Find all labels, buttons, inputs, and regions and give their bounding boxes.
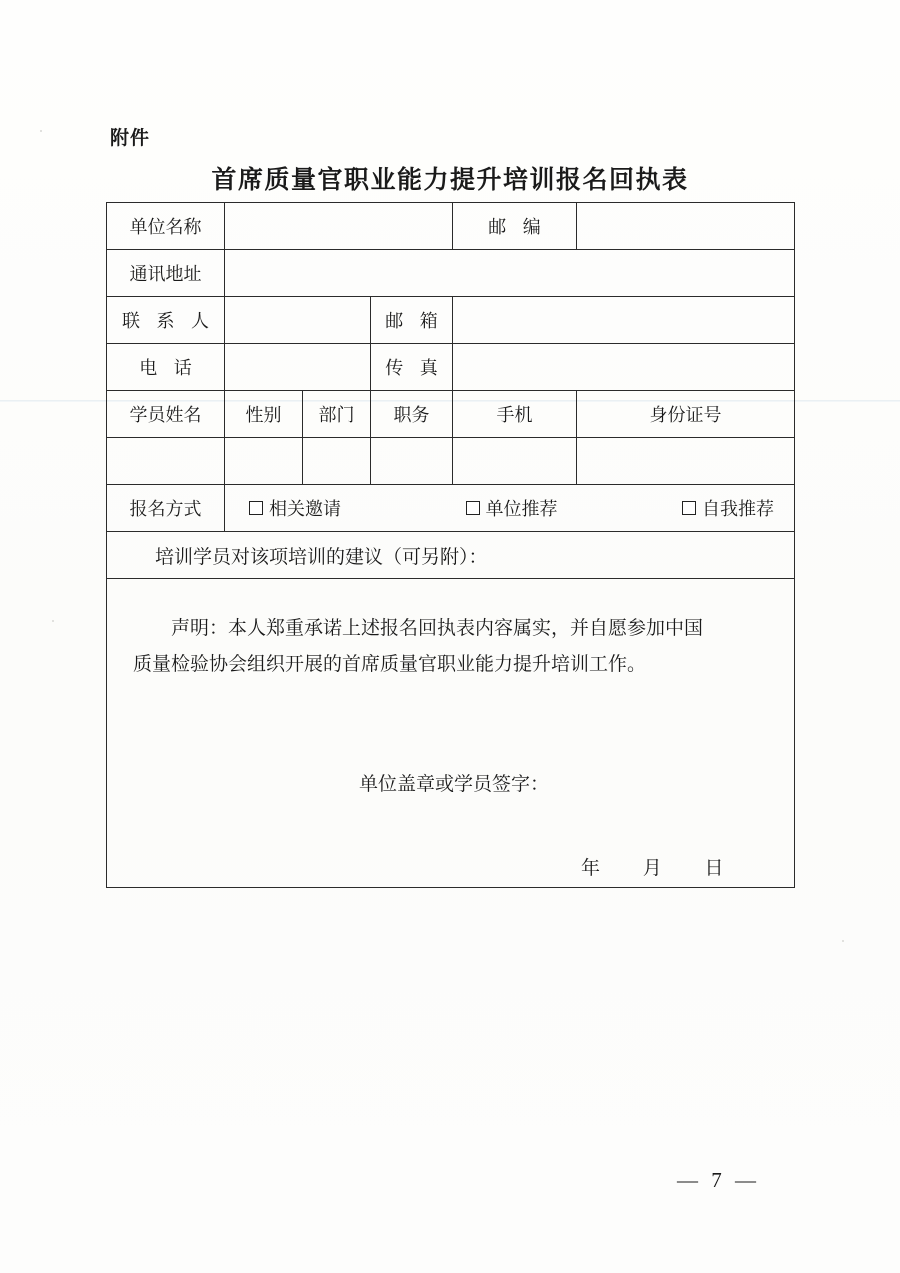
table-row [107,250,795,297]
table-row [107,297,795,344]
address-label: 通讯地址 [107,250,225,297]
registration-method-label: 报名方式 [107,485,225,532]
option-invitation-label: 相关邀请 [269,499,341,519]
fax-field[interactable] [453,344,795,391]
postcode-field[interactable] [577,203,795,250]
registration-form-table [106,202,795,888]
trainee-header-name: 学员姓名 [107,391,225,438]
unit-name-field[interactable] [225,203,453,250]
declaration-line-1: 声明：本人郑重承诺上述报名回执表内容属实，并自愿参加中国 [171,618,704,639]
scan-speck [52,620,54,622]
phone-field[interactable] [225,344,371,391]
contact-field[interactable] [225,297,371,344]
table-row [107,579,795,888]
trainee-header-mobile: 手机 [453,391,577,438]
option-unit-recommend[interactable] [466,495,558,521]
trainee-header-idcard: 身份证号 [577,391,795,438]
option-self-recommend-label: 自我推荐 [702,499,774,519]
page-title: 首席质量官职业能力提升培训报名回执表 [211,166,689,194]
date-line[interactable] [133,851,770,887]
trainee-cell-department[interactable] [303,438,371,485]
trainee-header-position: 职务 [371,391,453,438]
signature-label[interactable]: 单位盖章或学员签字： [359,774,550,795]
declaration-text [113,579,788,887]
registration-method-options [225,485,795,532]
table-row [107,438,795,485]
date-month-label: 月 [642,858,664,879]
trainee-header-department: 部门 [303,391,371,438]
date-day-label: 日 [704,858,726,879]
address-field[interactable] [225,250,795,297]
trainee-cell-gender[interactable] [225,438,303,485]
contact-label: 联 系 人 [107,297,225,344]
declaration-cell [107,579,795,888]
fax-label: 传 真 [371,344,453,391]
scan-speck [842,940,844,942]
suggestion-label: 培训学员对该项培训的建议（可另附）： [155,546,488,568]
trainee-header-gender: 性别 [225,391,303,438]
trainee-cell-name[interactable] [107,438,225,485]
checkbox-icon[interactable] [682,501,696,515]
phone-label: 电 话 [107,344,225,391]
trainee-cell-mobile[interactable] [453,438,577,485]
attachment-label: 附件 [110,128,151,149]
postcode-label: 邮 编 [453,203,577,250]
trainee-cell-position[interactable] [371,438,453,485]
table-header-row [107,391,795,438]
suggestion-cell[interactable] [107,532,795,579]
trainee-cell-idcard[interactable] [577,438,795,485]
option-invitation[interactable] [249,495,341,521]
table-row [107,203,795,250]
date-year-label: 年 [581,858,603,879]
checkbox-icon[interactable] [249,501,263,515]
declaration-line-2: 质量检验协会组织开展的首席质量官职业能力提升培训工作。 [133,654,647,675]
table-row [107,485,795,532]
option-unit-recommend-label: 单位推荐 [485,499,558,519]
table-row [107,532,795,579]
table-row [107,344,795,391]
email-label: 邮 箱 [371,297,453,344]
checkbox-icon[interactable] [466,501,480,515]
option-self-recommend[interactable] [682,495,774,521]
scan-speck [40,130,42,132]
page-number: — 7 — [677,1168,760,1192]
unit-name-label: 单位名称 [107,203,225,250]
email-field[interactable] [453,297,795,344]
